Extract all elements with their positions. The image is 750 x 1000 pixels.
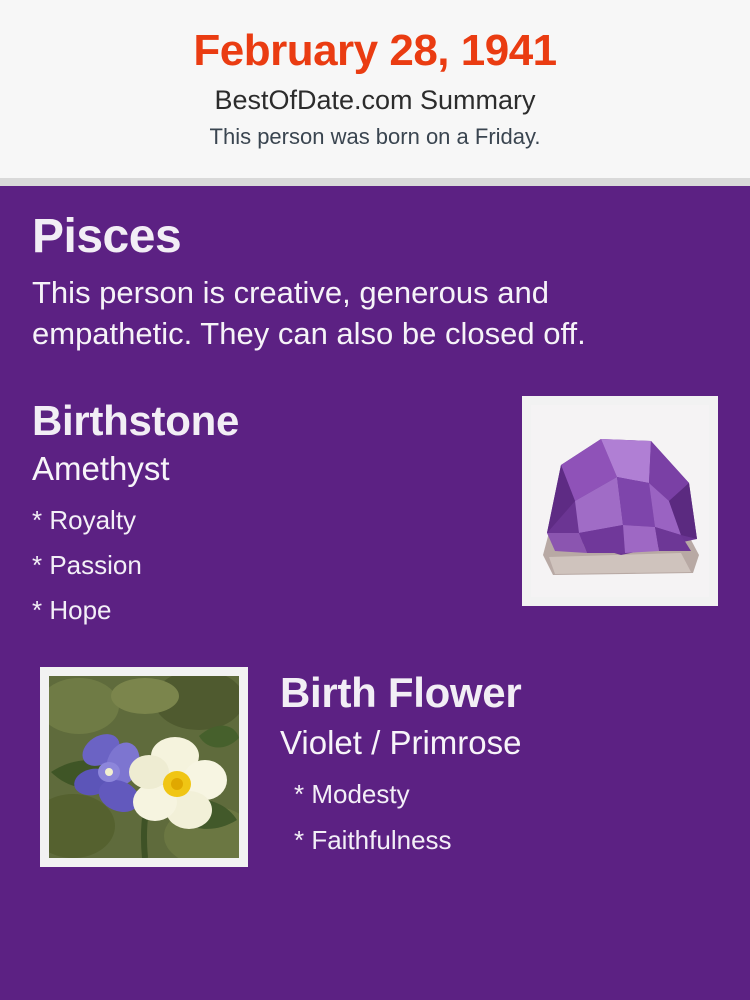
header-divider [0,178,750,186]
zodiac-name: Pisces [32,210,182,263]
birthstone-title: Birthstone [32,397,240,444]
birth-flower-title: Birth Flower [280,669,522,716]
amethyst-crystal-photo [531,405,709,597]
birthstone-section [32,396,718,633]
list-item: * Hope [32,595,112,625]
birth-flower-section [32,667,718,877]
violet-primrose-photo [49,676,239,858]
list-item: * Modesty [294,779,410,809]
page-title: February 28, 1941 [193,26,557,75]
site-subtitle: BestOfDate.com Summary [214,85,536,115]
list-item: * Faithfulness [294,825,452,855]
birth-flower-text [280,667,718,863]
list-item: * Passion [32,550,142,580]
birth-flower-name: Violet / Primrose [280,724,522,761]
birth-flower-trait-list [294,771,718,863]
flower-icon [49,676,239,858]
list-item: * Royalty [32,505,137,535]
birthstone-image-frame [522,396,718,606]
birthstone-name: Amethyst [32,450,170,487]
weekday-note: This person was born on a Friday. [209,124,541,149]
zodiac-description: This person is creative, generous and empathetic. They can also be closed off. [32,275,586,351]
birth-flower-image-frame [40,667,248,867]
amethyst-icon [531,405,709,597]
card-header [0,0,750,178]
card-body [0,186,750,877]
zodiac-section [32,208,718,354]
